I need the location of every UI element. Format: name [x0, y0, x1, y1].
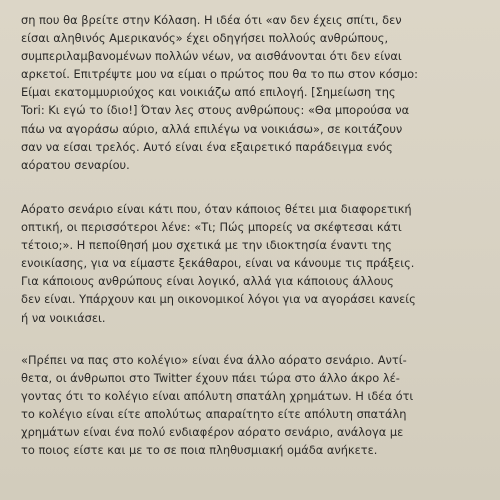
paragraph-1: ση που θα βρείτε στην Κόλαση. Η ιδέα ότι «αν δεν έχεις σπίτι, δεν είσαι αληθινός Αμερικανός» έχει οδηγήσει πολλούς ανθρώπους, συμπεριλαμβανομένων πολλών νέων, να αισθάνονται ότι δεν είναι αρκετοί. Επιτρέψτε μου να είμαι ο πρώτος που θα το πω στον κόσμο: Είμαι εκατομμυριούχος και νοικιάζω από επιλογή. [Σημείωση της Tori: Κι εγώ το ίδιο!] Όταν λες στους ανθρώπους: «Θα μπορούσα να πάω να αγοράσω αύριο, αλλά επιλέγω να νοικιάσω», σε κοιτάζουν σαν να είσαι τρελός. Αυτό είναι ένα εξαιρετικό παράδειγμα ενός αόρατου σεναρίου.: [21, 13, 418, 172]
paragraph-3: «Πρέπει να πας στο κολέγιο» είναι ένα άλλο αόρατο σενάριο. Αντί- θετα, οι άνθρωποι στο Twitter έχουν πάει τώρα στο άλλο άκρο λέ- γοντας ότι το κολέγιο είναι απόλυτη σπατάλη χρημάτων. Η ιδέα ότι το κολέγιο είναι είτε απολύτως απαραίτητο είτε απόλυτη σπατάλη χρημάτων είναι ένα πολύ ενδιαφέρον αόρατο σενάριο, ανάλογα με το ποιος είστε και με το σε ποια πληθυσμιακή ομάδα ανήκετε.: [21, 353, 414, 458]
paragraph-2: Αόρατο σενάριο είναι κάτι που, όταν κάποιος θέτει μια διαφορετική οπτική, οι περισσότεροι λένε: «Τι; Πώς μπορείς να σκέφτεσαι κάτι τέτοιο;». Η πεποίθησή μου σχετικά με την ιδιοκτησία έναντι της ενοικίασης, για να είμαστε ξεκάθαροι, είναι να κάνουμε τις πράξεις. Για κάποιους ανθρώπους είναι λογικό, αλλά για κάποιους άλλους δεν είναι. Υπάρχουν και μη οικονομικοί λόγοι για να αγοράσει κανείς ή να νοικιάσει.: [21, 202, 416, 325]
